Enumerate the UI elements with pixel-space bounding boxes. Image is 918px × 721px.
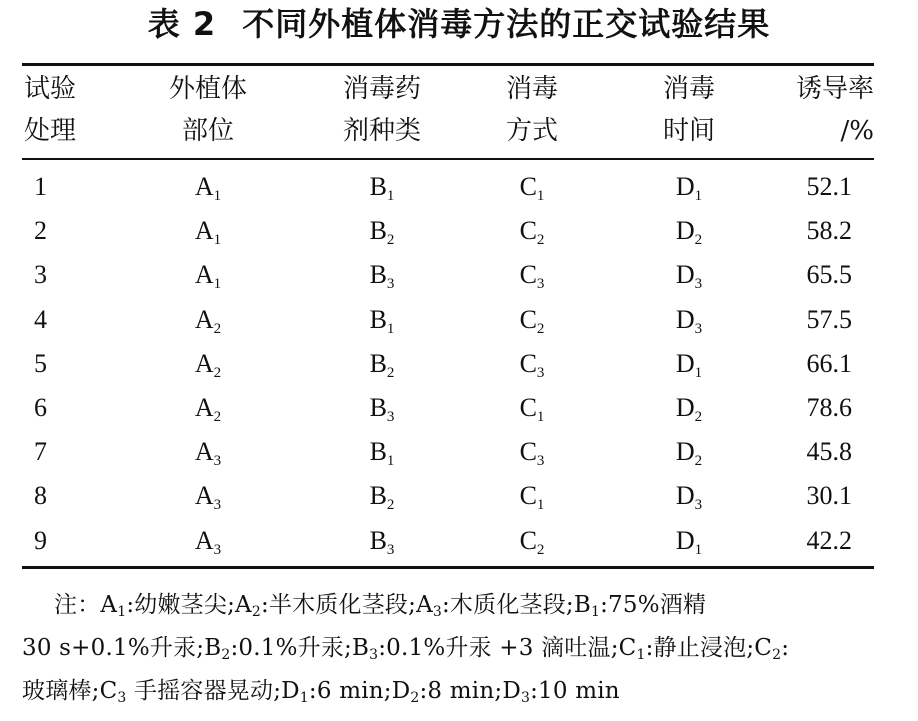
- cell-explant-part: [94, 165, 322, 209]
- level-subscript: 3: [386, 541, 395, 558]
- cell-disinfectant-type: [322, 342, 442, 386]
- note-subscript: 2: [251, 604, 261, 620]
- note-text: :: [781, 635, 790, 661]
- cell-induction-rate: 42.2: [806, 525, 852, 555]
- cell-disinfection-time: [622, 386, 756, 430]
- note-text: :8 min;: [419, 678, 503, 704]
- cell-induction-rate: 78.6: [806, 393, 852, 423]
- level-letter: C: [519, 304, 537, 334]
- note-text: 注：: [54, 592, 101, 618]
- level-subscript: 2: [386, 497, 395, 514]
- cell-induction-rate: 66.1: [806, 348, 852, 378]
- cell-explant-part: [94, 342, 322, 386]
- note-text: :0.1%升汞 +3 滴吐温;: [378, 635, 619, 661]
- level-subscript: 2: [694, 453, 703, 470]
- cell-trial: 1: [34, 172, 47, 202]
- level-subscript: 2: [386, 364, 395, 381]
- level-letter: C: [519, 260, 537, 290]
- cell-explant-part: [94, 519, 322, 563]
- level-letter: A: [194, 260, 214, 290]
- cell-explant-part: [94, 298, 322, 342]
- level-subscript: 2: [536, 541, 545, 558]
- level-letter: C: [519, 437, 537, 467]
- note-subscript: 1: [591, 604, 601, 620]
- note-subscript: 3: [117, 690, 127, 706]
- level-letter: A: [194, 481, 214, 511]
- note-subscript: 3: [432, 604, 442, 620]
- level-subscript: 3: [694, 320, 703, 337]
- header-disinfection-time: 消毒 时间: [662, 74, 715, 146]
- note-subscript: 2: [772, 647, 782, 663]
- level-letter: D: [675, 393, 695, 423]
- table-row: [22, 298, 874, 342]
- cell-disinfection-method: [442, 474, 622, 518]
- level-subscript: 1: [694, 541, 703, 558]
- cell-trial: 7: [34, 437, 47, 467]
- note-text: 手摇容器晃动;: [126, 678, 282, 704]
- level-letter: A: [194, 216, 214, 246]
- note-text: :半木质化茎段;: [260, 592, 417, 618]
- cell-trial: 8: [34, 481, 47, 511]
- note-text: C: [754, 635, 773, 661]
- level-subscript: 3: [694, 276, 703, 293]
- bottom-rule: [22, 566, 874, 569]
- note-text: B: [204, 635, 222, 661]
- note-text: C: [618, 635, 637, 661]
- level-subscript: 1: [536, 188, 545, 205]
- level-letter: D: [675, 304, 695, 334]
- cell-disinfectant-type: [322, 209, 442, 253]
- header-disinfectant-type: 消毒药 剂种类: [342, 74, 421, 146]
- cell-trial: 2: [34, 216, 47, 246]
- cell-disinfection-method: [442, 342, 622, 386]
- level-letter: B: [369, 348, 387, 378]
- cell-disinfection-method: [442, 209, 622, 253]
- level-subscript: 2: [213, 409, 222, 426]
- note-text: B: [351, 635, 370, 661]
- note-text: 玻璃棒;: [22, 678, 100, 704]
- level-subscript: 2: [386, 232, 395, 249]
- note-text: :木质化茎段;: [441, 592, 574, 618]
- level-subscript: 1: [386, 320, 395, 337]
- cell-trial: 6: [34, 393, 47, 423]
- note-line: [22, 670, 882, 713]
- note-text: :6 min;: [308, 678, 392, 704]
- cell-explant-part: [94, 430, 322, 474]
- cell-disinfection-time: [622, 474, 756, 518]
- cell-disinfection-time: [622, 209, 756, 253]
- table-row: [22, 253, 874, 297]
- cell-disinfection-time: [622, 253, 756, 297]
- note-subscript: 3: [369, 647, 379, 663]
- note-text: :静止浸泡;: [645, 635, 755, 661]
- level-subscript: 3: [386, 409, 395, 426]
- note-text: D: [281, 678, 300, 704]
- header-disinfection-method: 消毒 方式: [505, 74, 558, 146]
- level-subscript: 3: [536, 364, 545, 381]
- note-subscript: 1: [117, 604, 127, 620]
- cell-disinfection-time: [622, 430, 756, 474]
- header-induction-rate: 诱导率 /%: [795, 74, 874, 146]
- cell-disinfection-time: [622, 342, 756, 386]
- cell-disinfection-time: [622, 519, 756, 563]
- level-letter: D: [675, 172, 695, 202]
- level-letter: C: [519, 348, 537, 378]
- level-letter: A: [194, 437, 214, 467]
- header-explant-part: 外植体 部位: [168, 74, 247, 146]
- level-letter: D: [675, 481, 695, 511]
- note-text: D: [502, 678, 521, 704]
- cell-disinfection-time: [622, 165, 756, 209]
- level-letter: A: [194, 393, 214, 423]
- level-subscript: 3: [536, 453, 545, 470]
- cell-disinfection-method: [442, 298, 622, 342]
- level-subscript: 2: [694, 232, 703, 249]
- note-text: A: [416, 592, 433, 618]
- level-subscript: 1: [213, 232, 222, 249]
- level-subscript: 3: [386, 276, 395, 293]
- level-letter: D: [675, 525, 695, 555]
- level-letter: B: [369, 393, 387, 423]
- note-text: :幼嫩茎尖;: [126, 592, 236, 618]
- level-letter: D: [675, 216, 695, 246]
- cell-disinfection-time: [622, 298, 756, 342]
- cell-explant-part: [94, 474, 322, 518]
- level-subscript: 3: [536, 276, 545, 293]
- cell-induction-rate: 45.8: [806, 437, 852, 467]
- level-subscript: 1: [536, 409, 545, 426]
- level-subscript: 2: [694, 409, 703, 426]
- cell-explant-part: [94, 209, 322, 253]
- cell-trial: 3: [34, 260, 47, 290]
- table-header: [22, 68, 874, 152]
- header-rule: [22, 158, 874, 160]
- table-title: 不同外植体消毒方法的正交试验结果: [242, 5, 771, 43]
- cell-disinfectant-type: [322, 519, 442, 563]
- cell-induction-rate: 30.1: [806, 481, 852, 511]
- level-letter: A: [194, 172, 214, 202]
- cell-induction-rate: 65.5: [806, 260, 852, 290]
- header-trial: 试验 处理: [24, 74, 77, 146]
- level-letter: C: [519, 216, 537, 246]
- note-subscript: 1: [299, 690, 309, 706]
- cell-induction-rate: 58.2: [806, 216, 852, 246]
- level-letter: D: [675, 260, 695, 290]
- table-note: [22, 584, 882, 713]
- cell-disinfection-method: [442, 253, 622, 297]
- level-letter: B: [369, 216, 387, 246]
- cell-trial: 4: [34, 304, 47, 334]
- note-text: :10 min: [530, 678, 620, 704]
- level-subscript: 3: [213, 541, 222, 558]
- cell-disinfection-method: [442, 519, 622, 563]
- table-row: [22, 430, 874, 474]
- level-letter: A: [194, 525, 214, 555]
- level-letter: A: [194, 348, 214, 378]
- cell-disinfectant-type: [322, 298, 442, 342]
- top-rule: [22, 63, 874, 66]
- level-letter: C: [519, 525, 537, 555]
- cell-disinfectant-type: [322, 253, 442, 297]
- level-letter: D: [675, 437, 695, 467]
- level-subscript: 2: [536, 320, 545, 337]
- level-subscript: 2: [213, 320, 222, 337]
- table-row: [22, 165, 874, 209]
- level-letter: A: [194, 304, 214, 334]
- level-letter: B: [369, 437, 387, 467]
- cell-trial: 9: [34, 525, 47, 555]
- cell-disinfectant-type: [322, 430, 442, 474]
- note-subscript: 2: [410, 690, 420, 706]
- cell-disinfectant-type: [322, 474, 442, 518]
- level-subscript: 2: [213, 364, 222, 381]
- table-row: [22, 386, 874, 430]
- level-letter: B: [369, 481, 387, 511]
- level-subscript: 1: [213, 188, 222, 205]
- cell-disinfectant-type: [322, 165, 442, 209]
- level-subscript: 2: [536, 232, 545, 249]
- level-subscript: 3: [694, 497, 703, 514]
- note-subscript: 3: [520, 690, 531, 706]
- level-letter: C: [519, 481, 537, 511]
- level-letter: B: [369, 260, 387, 290]
- level-letter: B: [369, 304, 387, 334]
- level-letter: D: [675, 348, 695, 378]
- table-row: [22, 519, 874, 563]
- table-number: 表 2: [147, 5, 217, 43]
- level-letter: C: [519, 393, 537, 423]
- note-text: 30 s+0.1%升汞;: [22, 635, 205, 661]
- cell-disinfection-method: [442, 386, 622, 430]
- note-text: D: [391, 678, 411, 704]
- level-subscript: 3: [213, 497, 222, 514]
- level-subscript: 1: [694, 188, 703, 205]
- note-text: B: [573, 592, 591, 618]
- cell-explant-part: [94, 386, 322, 430]
- level-subscript: 3: [213, 453, 222, 470]
- cell-disinfectant-type: [322, 386, 442, 430]
- note-line: [22, 627, 882, 670]
- table-row: [22, 342, 874, 386]
- level-letter: C: [519, 172, 537, 202]
- level-subscript: 1: [386, 188, 395, 205]
- cell-induction-rate: 52.1: [806, 172, 852, 202]
- note-subscript: 2: [221, 647, 231, 663]
- cell-disinfection-method: [442, 430, 622, 474]
- note-text: A: [100, 592, 118, 618]
- table-caption: [0, 2, 918, 46]
- note-text: A: [235, 592, 252, 618]
- cell-induction-rate: 57.5: [806, 304, 852, 334]
- note-text: :0.1%升汞;: [230, 635, 352, 661]
- level-subscript: 1: [536, 497, 545, 514]
- cell-disinfection-method: [442, 165, 622, 209]
- note-text: C: [99, 678, 118, 704]
- note-subscript: 1: [636, 647, 646, 663]
- level-subscript: 1: [213, 276, 222, 293]
- table-body: [22, 165, 874, 563]
- level-letter: B: [369, 525, 387, 555]
- cell-trial: 5: [34, 348, 47, 378]
- cell-explant-part: [94, 253, 322, 297]
- level-subscript: 1: [694, 364, 703, 381]
- table-row: [22, 209, 874, 253]
- table-row: [22, 474, 874, 518]
- level-letter: B: [369, 172, 387, 202]
- level-subscript: 1: [386, 453, 395, 470]
- note-line: [22, 584, 882, 627]
- note-text: :75%酒精: [600, 592, 707, 618]
